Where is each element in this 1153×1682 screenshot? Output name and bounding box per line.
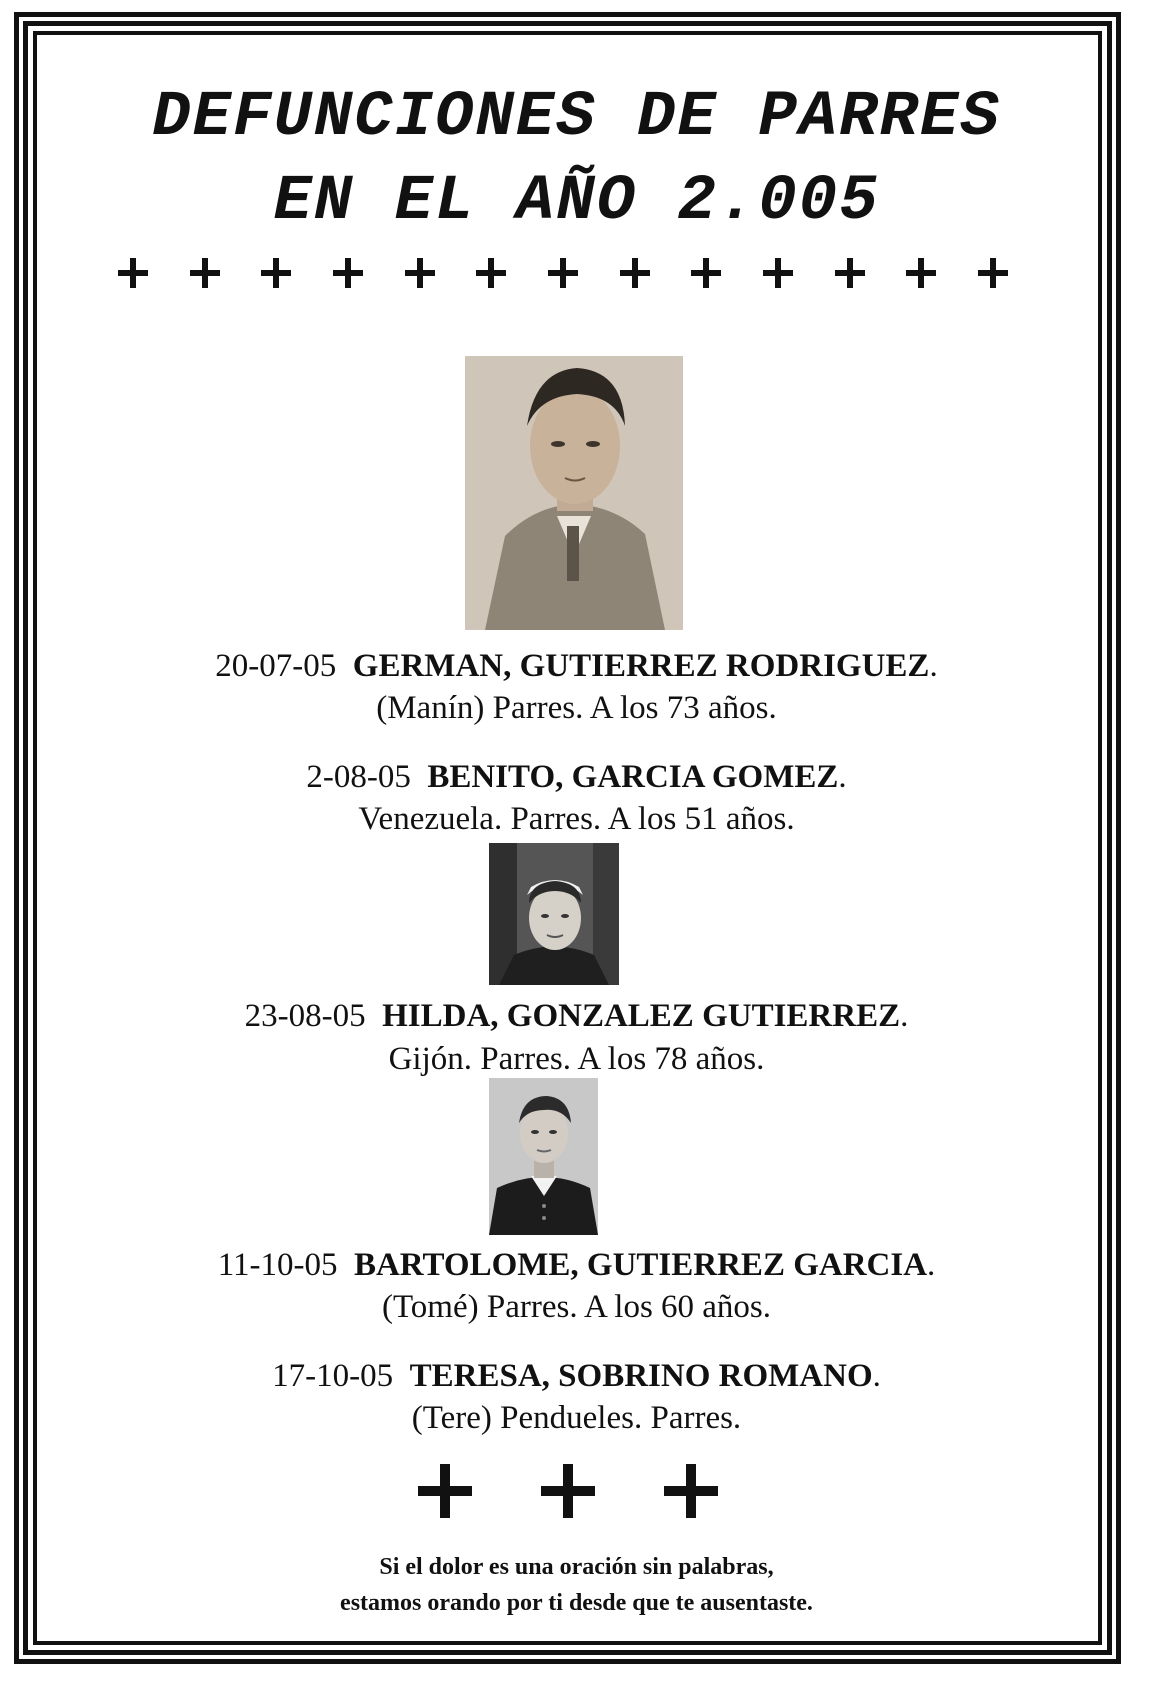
cross-icon — [691, 258, 721, 288]
cross-icon — [476, 258, 506, 288]
entry-1-name: GERMAN, GUTIERREZ RODRIGUEZ — [352, 648, 930, 684]
entry-2-name: BENITO, GARCIA GOMEZ — [427, 759, 839, 795]
cross-icon — [405, 258, 435, 288]
photo-hilda — [489, 843, 619, 985]
footer-crosses — [418, 1464, 718, 1524]
photo-bartolome — [489, 1078, 598, 1235]
entry-3-date: 23-08-05 — [244, 998, 366, 1034]
entry-2-detail: Venezuela. Parres. A los 51 años. — [358, 801, 795, 837]
cross-icon — [664, 1464, 718, 1518]
entry-4-date: 11-10-05 — [217, 1247, 338, 1283]
quote-line-1: Si el dolor es una oración sin palabras, — [379, 1554, 774, 1580]
cross-icon — [763, 258, 793, 288]
cross-icon — [118, 258, 148, 288]
entry-2-date: 2-08-05 — [306, 759, 411, 795]
quote-line-2: estamos orando por ti desde que te ausentaste. — [340, 1590, 813, 1616]
entry-1-heading: 20-07-05 GERMAN, GUTIERREZ RODRIGUEZ. — [215, 648, 938, 684]
cross-icon — [541, 1464, 595, 1518]
entry-1-date: 20-07-05 — [215, 648, 337, 684]
entry-5-detail: (Tere) Pendueles. Parres. — [411, 1400, 742, 1436]
cross-icon — [978, 258, 1008, 288]
entry-5-heading: 17-10-05 TERESA, SOBRINO ROMANO. — [272, 1358, 881, 1394]
photo-german — [465, 356, 683, 630]
entry-3-name: HILDA, GONZALEZ GUTIERREZ — [382, 998, 901, 1034]
cross-icon — [190, 258, 220, 288]
entry-4-name: BARTOLOME, GUTIERREZ GARCIA — [353, 1247, 928, 1283]
cross-icon — [620, 258, 650, 288]
header-crosses — [118, 248, 1008, 298]
cross-icon — [333, 258, 363, 288]
entry-4-heading: 11-10-05 BARTOLOME, GUTIERREZ GARCIA. — [217, 1247, 936, 1283]
entry-3-heading: 23-08-05 HILDA, GONZALEZ GUTIERREZ. — [244, 998, 909, 1034]
entry-4-detail: (Tomé) Parres. A los 60 años. — [381, 1289, 772, 1325]
cross-icon — [261, 258, 291, 288]
cross-icon — [418, 1464, 472, 1518]
entry-3-detail: Gijón. Parres. A los 78 años. — [388, 1041, 765, 1077]
cross-icon — [906, 258, 936, 288]
cross-icon — [548, 258, 578, 288]
entry-5-name: TERESA, SOBRINO ROMANO — [409, 1358, 873, 1394]
title-line-2: EN EL AÑO 2.005 — [273, 166, 880, 238]
entry-5-date: 17-10-05 — [272, 1358, 394, 1394]
cross-icon — [835, 258, 865, 288]
entry-2-heading: 2-08-05 BENITO, GARCIA GOMEZ. — [306, 759, 847, 795]
entry-1-detail: (Manín) Parres. A los 73 años. — [376, 690, 777, 726]
title-line-1: DEFUNCIONES DE PARRES — [152, 82, 1001, 154]
